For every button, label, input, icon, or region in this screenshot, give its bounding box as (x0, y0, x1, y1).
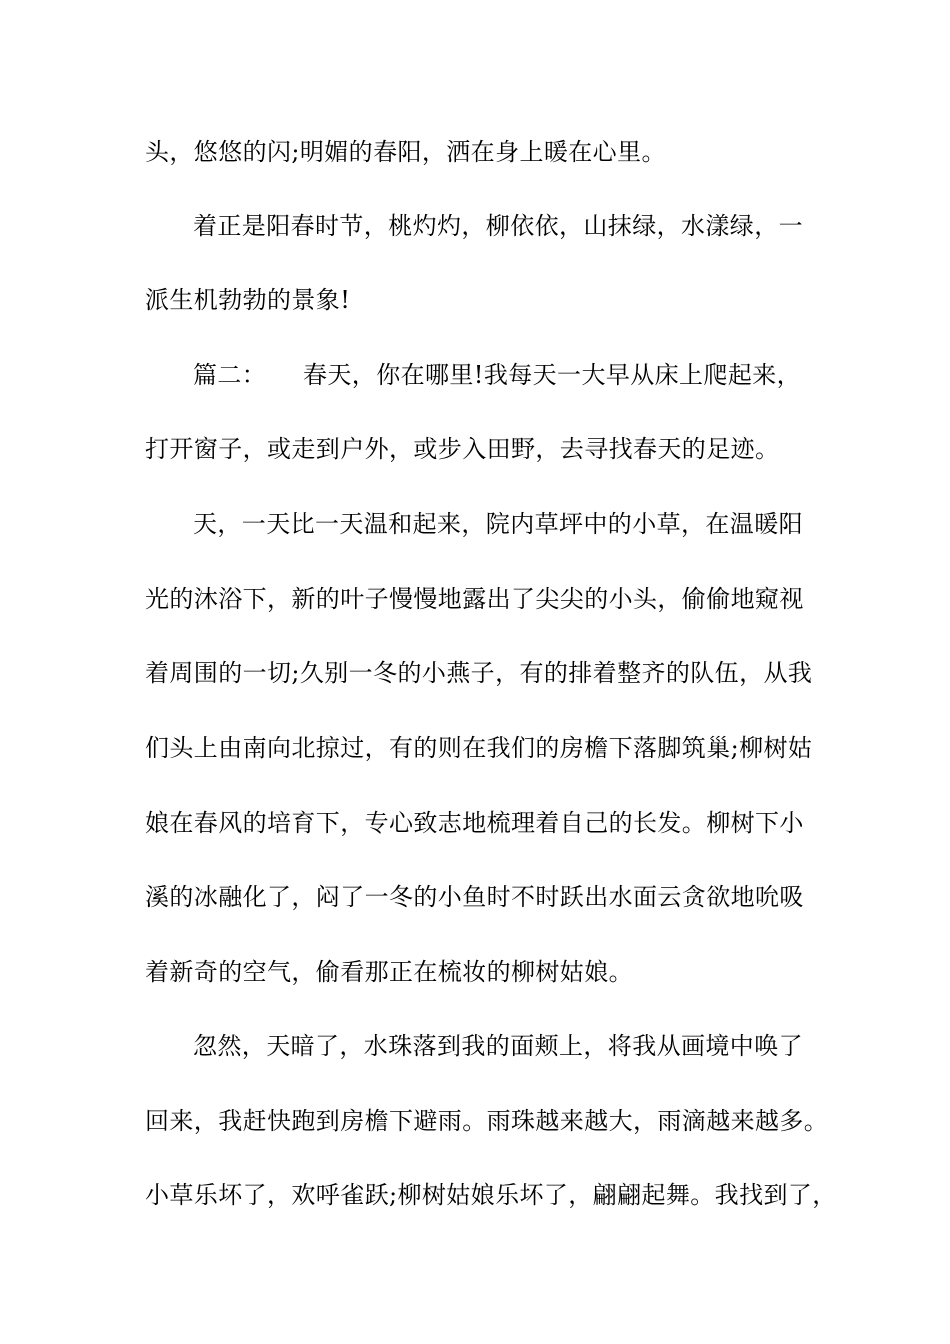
text-line: 回来，我赶快跑到房檐下避雨。雨珠越来越大，雨滴越来越多。 (145, 1107, 829, 1135)
text-line: 们头上由南向北掠过，有的则在我们的房檐下落脚筑巢;柳树姑 (145, 734, 813, 762)
text-line: 光的沐浴下，新的叶子慢慢地露出了尖尖的小头，偷偷地窥视 (145, 585, 804, 613)
text-line: 头，悠悠的闪;明媚的春阳，洒在身上暖在心里。 (145, 138, 666, 166)
text-line: 派生机勃勃的景象! (145, 286, 351, 314)
text-line: 小草乐坏了，欢呼雀跃;柳树姑娘乐坏了，翩翩起舞。我找到了， (145, 1181, 837, 1209)
paragraph-first-line: 天，一天比一天温和起来，院内草坪中的小草，在温暖阳 (193, 510, 803, 538)
paragraph-first-line: 着正是阳春时节，桃灼灼，柳依依，山抹绿，水漾绿，一 (193, 212, 803, 240)
text-line: 溪的冰融化了，闷了一冬的小鱼时不时跃出水面云贪欲地吮吸 (145, 883, 804, 911)
text-line: 打开窗子，或走到户外，或步入田野，去寻找春天的足迹。 (145, 435, 780, 463)
text-line: 着新奇的空气，偷看那正在梳妆的柳树姑娘。 (145, 958, 633, 986)
text-line: 娘在春风的培育下，专心致志地梳理着自己的长发。柳树下小 (145, 809, 804, 837)
paragraph-first-line: 篇二： 春天，你在哪里!我每天一大早从床上爬起来， (193, 361, 802, 389)
text-line: 着周围的一切;久别一冬的小燕子，有的排着整齐的队伍，从我 (145, 659, 813, 687)
paragraph-first-line: 忽然，天暗了，水珠落到我的面颊上，将我从画境中唤了 (193, 1032, 803, 1060)
